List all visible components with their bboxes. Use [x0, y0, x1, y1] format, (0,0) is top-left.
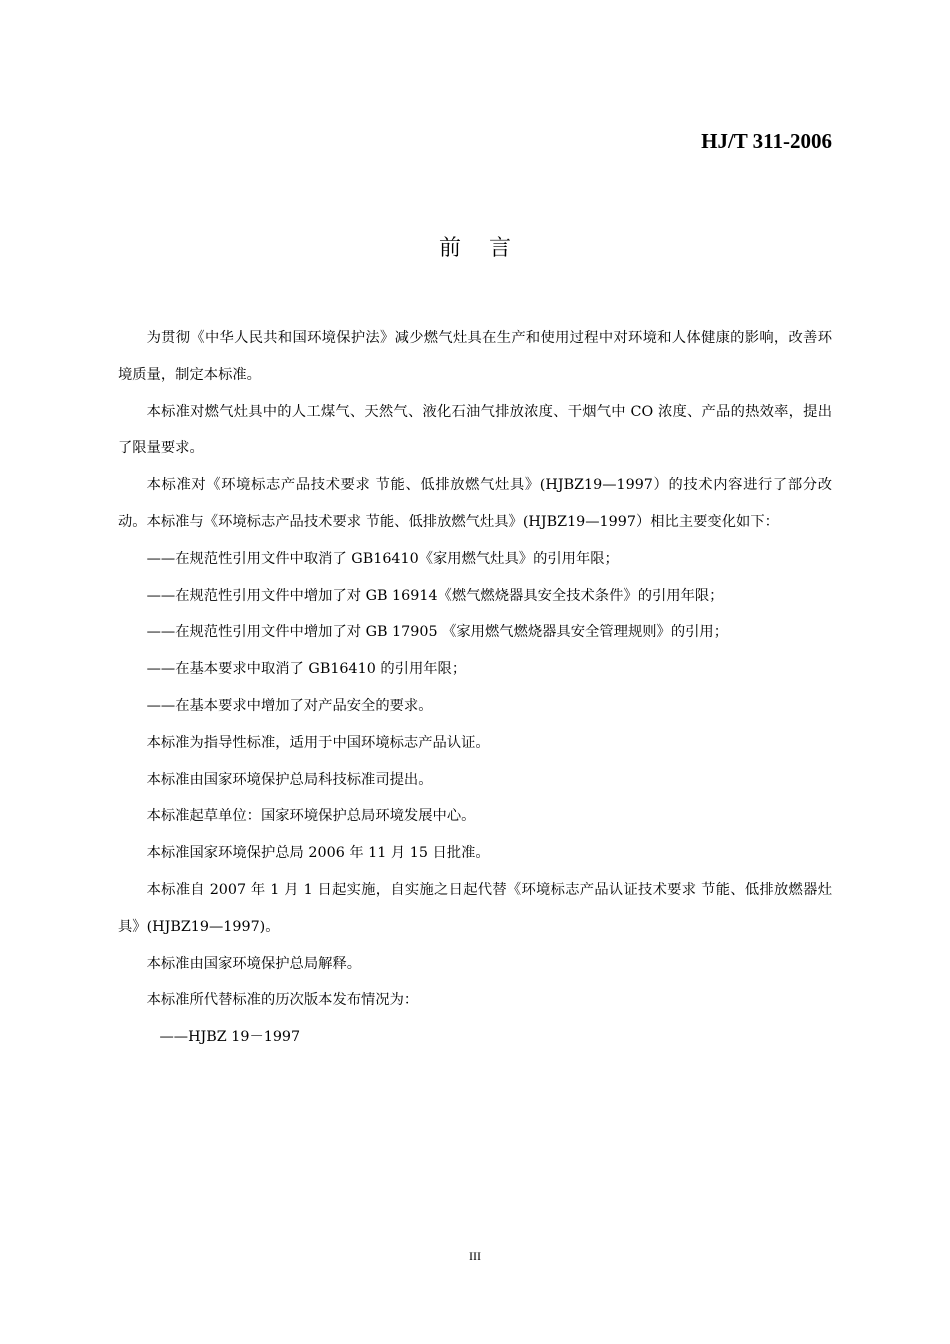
- paragraph-interpretation: 本标准由国家环境保护总局解释。: [146, 955, 362, 972]
- change-item: ——在规范性引用文件中取消了 GB16410《家用燃气灶具》的引用年限；: [146, 550, 619, 567]
- paragraph-effective-date: 本标准自 2007 年 1 月 1 日起实施，自实施之日起代替《环境标志产品认证技术要求 节能、低排放燃器灶具》(HJBZ19—1997)。: [118, 881, 832, 935]
- paragraph-drafter: 本标准起草单位：国家环境保护总局环境发展中心。: [146, 808, 476, 825]
- standard-code: HJ/T 311-2006: [701, 129, 832, 153]
- page-number: III: [469, 1249, 481, 1263]
- paragraph-purpose: 为贯彻《中华人民共和国环境保护法》减少燃气灶具在生产和使用过程中对环境和人体健康的影响，改善环境质量，制定本标准。: [118, 330, 832, 383]
- paragraph-scope: 本标准对燃气灶具中的人工煤气、天然气、液化石油气排放浓度、干烟气中 CO 浓度、产品的热效率，提出了限量要求。: [118, 403, 832, 457]
- paragraph-applicability: 本标准为指导性标准，适用于中国环境标志产品认证。: [146, 734, 490, 751]
- history-item: ——HJBZ 19－1997: [159, 1029, 301, 1046]
- page-title: 前 言: [439, 236, 511, 261]
- change-item: ——在基本要求中增加了对产品安全的要求。: [146, 697, 433, 714]
- paragraph-approval: 本标准国家环境保护总局 2006 年 11 月 15 日批准。: [146, 845, 490, 862]
- paragraph-proposer: 本标准由国家环境保护总局科技标准司提出。: [146, 771, 433, 788]
- change-item: ——在基本要求中取消了 GB16410 的引用年限；: [146, 661, 467, 678]
- paragraph-history-intro: 本标准所代替标准的历次版本发布情况为：: [146, 992, 419, 1009]
- change-item: ——在规范性引用文件中增加了对 GB 17905 《家用燃气燃烧器具安全管理规则》的引用；: [146, 624, 729, 641]
- document-body: [118, 320, 832, 1056]
- change-item: ——在规范性引用文件中增加了对 GB 16914《燃气燃烧器具安全技术条件》的引用年限；: [146, 587, 724, 604]
- paragraph-changes-intro: 本标准对《环境标志产品技术要求 节能、低排放燃气灶具》(HJBZ19—1997）的技术内容进行了部分改动。本标准与《环境标志产品技术要求 节能、低排放燃气灶具》(HJBZ19—1997）相比主要变化如下：: [118, 477, 832, 530]
